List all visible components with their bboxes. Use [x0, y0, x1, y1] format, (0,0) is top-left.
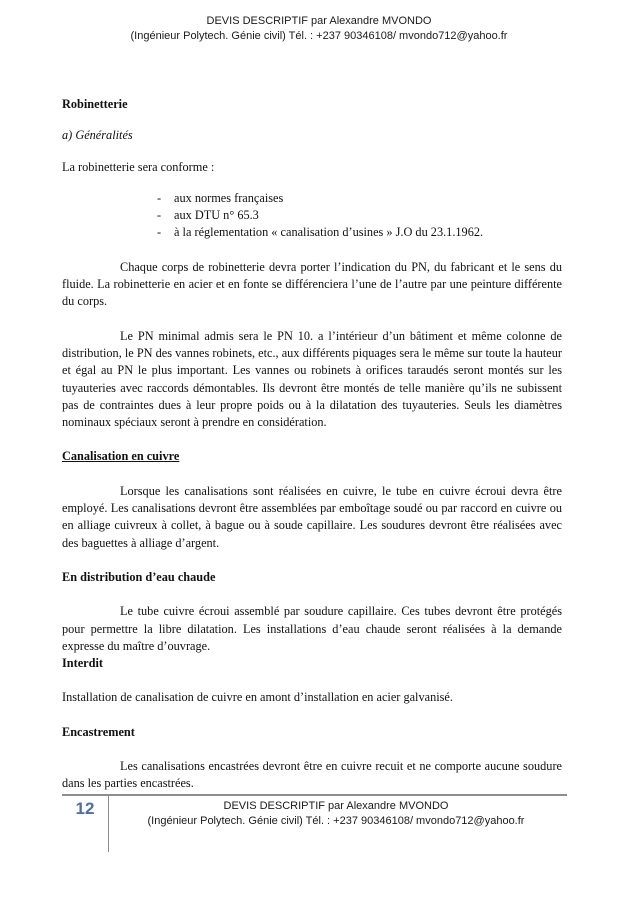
header-title: DEVIS DESCRIPTIF par Alexandre MVONDO [206, 15, 432, 27]
list-item: - aux normes françaises [157, 190, 562, 207]
section-title-eau-chaude: En distribution d’eau chaude [62, 569, 216, 584]
footer-contact: (Ingénieur Polytech. Génie civil) Tél. : +237 90346108/ mvondo712@yahoo.fr [147, 815, 525, 827]
paragraph: Chaque corps de robinetterie devra porter l’indication du PN, du fabricant et le sens du fluide. La robinetterie en acier et en fonte se différenciera l’une de l’autre par une peinture différente du corps. [62, 259, 562, 309]
paragraph: Le PN minimal admis sera le PN 10. a l’intérieur d’un bâtiment et même colonne de distribution, le PN des vannes robinets, etc., aux différents piquages sera le même sur toute la hauteur et égal au PN le plus important. Les vannes ou robinets à orifices taraudés seront montés sur les tuyauteries avec raccords démontables. Ils devront être montés de telle manière qu’ils ne subissent pas de contraintes dues à leur propre poids ou à la dilatation des tuyauteries. Seuls les diamètres nominaux spéciaux seront à prendre en considération. [62, 328, 562, 430]
section-title-interdit: Interdit [62, 656, 103, 671]
footer-title: DEVIS DESCRIPTIF par Alexandre MVONDO [223, 800, 449, 812]
page-footer [110, 799, 562, 829]
page-number: 12 [75, 799, 95, 818]
subsection-generalites: a) Généralités [62, 128, 133, 143]
conformity-list [157, 190, 562, 242]
list-item: - à la réglementation « canalisation d’usines » J.O du 23.1.1962. [157, 224, 562, 241]
conforme-intro: La robinetterie sera conforme : [62, 159, 215, 174]
footer-divider [62, 794, 567, 796]
footer-vertical-divider [108, 796, 109, 852]
document-body [62, 96, 562, 793]
paragraph: Les canalisations encastrées devront être en cuivre recuit et ne comporte aucune soudure dans les parties encastrées. [62, 759, 562, 791]
paragraph: Installation de canalisation de cuivre en amont d’installation en acier galvanisé. [62, 690, 453, 705]
section-title-encastrement: Encastrement [62, 724, 135, 739]
section-title-cuivre: Canalisation en cuivre [62, 449, 180, 464]
paragraph: Le tube cuivre écroui assemblé par soudure capillaire. Ces tubes devront être protégés pour permettre la libre dilatation. Les installations d’eau chaude seront réalisées à la demande expresse du maître d’ouvrage. [62, 604, 562, 653]
header-contact: (Ingénieur Polytech. Génie civil) Tél. : +237 90346108/ mvondo712@yahoo.fr [130, 30, 508, 42]
paragraph: Lorsque les canalisations sont réalisées en cuivre, le tube en cuivre écroui devra être employé. Les canalisations devront être assemblées par emboîtage soudé ou par raccord en cuivre ou en alliage cuivreux à collet, à bague ou à soude capillaire. Les soudures devront être réalisées avec des baguettes à alliage d’argent. [62, 483, 562, 550]
list-item: - aux DTU n° 65.3 [157, 207, 562, 224]
section-title-robinetterie: Robinetterie [62, 97, 128, 111]
page-header [0, 14, 638, 44]
